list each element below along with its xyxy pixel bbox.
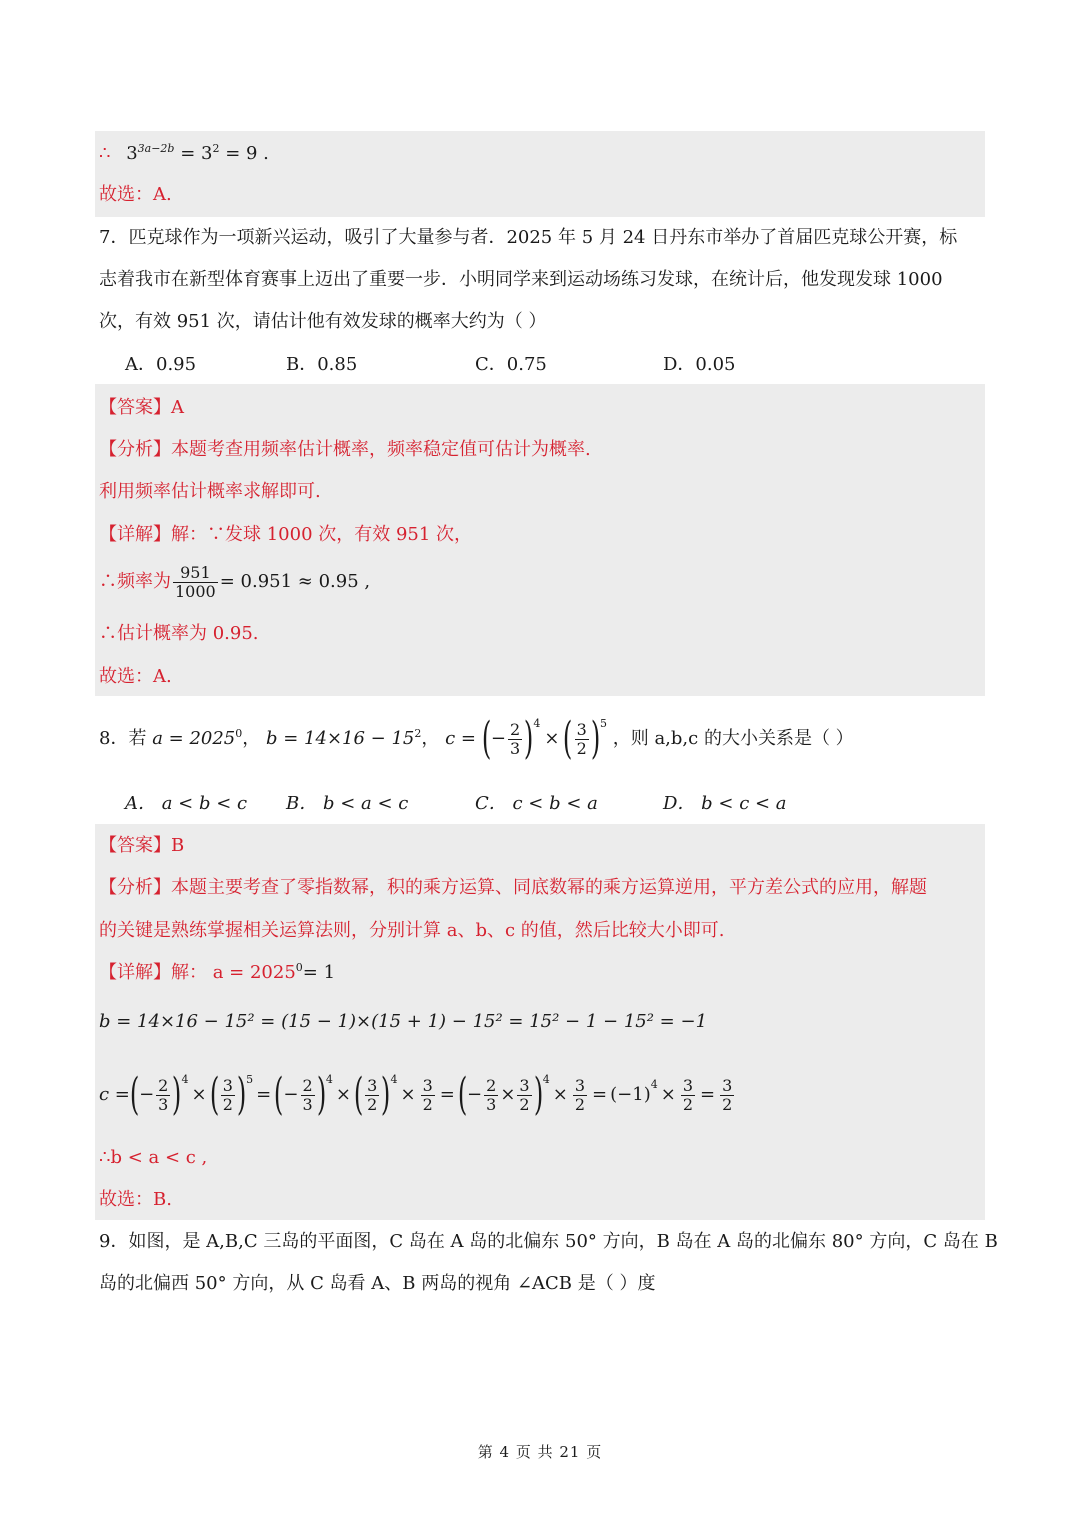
q7-frequency-line xyxy=(99,560,370,604)
q7-option-a: A．0.95 xyxy=(125,354,197,375)
q8-fraction2-denominator: 2 xyxy=(576,738,587,758)
q8-analysis-2: 的关键是熟练掌握相关运算法则，分别计算 a、b、c 的值，然后比较大小即可. xyxy=(99,920,725,941)
fraction-numerator: 951 xyxy=(180,562,211,582)
detail-text: 解： a = 2025 xyxy=(171,962,296,983)
q8-b-definition: b = 14×16 − 15 xyxy=(266,728,415,749)
q8-option-b: B． b < a < c xyxy=(286,793,409,814)
q8-option-d: D． b < c < a xyxy=(663,793,787,814)
answer-tag: 【答案】 xyxy=(99,835,171,856)
frequency-result: = 0.951 ≈ 0.95 , xyxy=(219,571,371,592)
frequency-fraction xyxy=(173,564,218,601)
q7-analysis xyxy=(99,438,591,462)
top-equation-tail: = 9 . xyxy=(225,143,269,164)
detail-tag: 【详解】 xyxy=(99,962,171,983)
q8-fraction1-numerator: 2 xyxy=(510,719,521,739)
detail-exponent: 0 xyxy=(295,961,303,974)
q7-choice: 故选：A. xyxy=(99,666,172,687)
q8-c-prefix: c = xyxy=(445,728,476,749)
q8-suffix: ，则 a,b,c 的大小关系是（ ） xyxy=(612,728,854,749)
q8-option-c: C． c < b < a xyxy=(475,793,598,814)
q8-analysis xyxy=(99,876,927,900)
q8-a-definition: a = 2025 xyxy=(152,728,236,749)
q7-stem-line-3: 次，有效 951 次，请估计他有效发球的概率大约为（ ） xyxy=(99,311,547,332)
q8-answer xyxy=(99,834,184,858)
q8-option-a: A． a < b < c xyxy=(125,793,248,814)
q8-c-expression: ( − $\frac{2}{3}$ ) 4 × ( $\frac{3}{2}$ ) 5 xyxy=(481,713,607,764)
therefore-symbol: ∴ xyxy=(99,143,111,164)
frequency-prefix: ∴频率为 xyxy=(99,571,171,592)
detail-tail: = 1 xyxy=(302,962,336,983)
detail-tag: 【详解】 xyxy=(99,524,171,545)
q7-stem-line-1: 7．匹克球作为一项新兴运动，吸引了大量参与者．2025 年 5 月 24 日丹东市举办了首届匹克球公开赛，标 xyxy=(99,227,958,248)
analysis-tag: 【分析】 xyxy=(99,877,171,898)
top-equation-rest: = 3 xyxy=(180,143,213,164)
top-equation-base: 3 xyxy=(126,143,138,164)
q8-c-computation: c = ( − $\frac{2}{3}$ ) 4 × ( $\frac{3}{2}$ ) 5 = ( − $\frac{2}{3}$ ) 4 × ( $\frac{3}{2}$ ) 4 × $\frac{3}{2}$ = ( − $\frac{2}{3}$ × $\frac{3}{2}$ ) 4 × $\frac{3}{2}$ = (−1) 4 × $\frac{3}{2}$ = $\frac{3}{2}$ xyxy=(99,1069,733,1120)
analysis-text: 本题考查用频率估计概率，频率稳定值可估计为概率. xyxy=(171,439,591,460)
q7-detail xyxy=(99,523,472,547)
answer-value: B xyxy=(171,835,185,856)
q7-option-b: B．0.85 xyxy=(286,354,358,375)
q8-fraction1-denominator: 3 xyxy=(510,738,521,758)
q8-stem: 8．若 $a = 2025^0$， $b = 14\times 16 - 15^2$， c = ( − $\frac{2}{3}$ ) 4 × ( $\frac{3}{2}$ ) 5 ，则 a,b,c 的大小关系是（ ） xyxy=(99,713,854,764)
analysis-text: 本题主要考查了零指数幂，积的乘方运算、同底数幂的乘方运算逆用，平方差公式的应用，解题 xyxy=(171,877,927,898)
q7-estimate: ∴估计概率为 0.95. xyxy=(99,623,259,644)
page-footer: 第 4 页 共 21 页 xyxy=(477,1443,603,1461)
q7-answer xyxy=(99,396,184,420)
q8-detail xyxy=(99,961,335,985)
q8-b-computation: b = 14×16 − 15² = (15 − 1)×(15 + 1) − 15² = 15² − 1 − 15² = −1 xyxy=(99,1011,708,1032)
q7-stem-line-2: 志着我市在新型体育赛事上迈出了重要一步．小明同学来到运动场练习发球，在统计后，他发现发球 1000 xyxy=(99,269,943,290)
top-equation-exponent: 3a−2b xyxy=(137,142,175,155)
q8-a-exponent: 0 xyxy=(235,727,243,740)
q8-fraction2-numerator: 3 xyxy=(576,719,587,739)
minus-one-term: (−1) xyxy=(610,1084,651,1105)
q8-choice: 故选：B. xyxy=(99,1189,172,1210)
top-equation-rest-exponent: 2 xyxy=(212,142,220,155)
q8-conclusion: ∴b < a < c , xyxy=(99,1147,208,1168)
answer-tag: 【答案】 xyxy=(99,397,171,418)
fraction-denominator: 1000 xyxy=(175,581,216,601)
q7-option-c: C．0.75 xyxy=(475,354,547,375)
answer-value: A xyxy=(171,397,184,418)
q9-stem-line-1: 9．如图，是 A,B,C 三岛的平面图，C 岛在 A 岛的北偏东 50° 方向，B 岛在 A 岛的北偏东 80° 方向，C 岛在 B xyxy=(99,1231,998,1252)
q7-analysis-2: 利用频率估计概率求解即可. xyxy=(99,481,321,502)
q8-prefix: 8．若 xyxy=(99,728,147,749)
top-equation-line xyxy=(99,142,269,166)
top-choice: 故选：A. xyxy=(99,184,172,205)
q7-option-d: D．0.05 xyxy=(663,354,736,375)
q8-b-exponent: 2 xyxy=(414,727,422,740)
analysis-tag: 【分析】 xyxy=(99,439,171,460)
q9-stem-line-2: 岛的北偏西 50° 方向，从 C 岛看 A、B 两岛的视角 ∠ACB 是（ ）度 xyxy=(99,1273,656,1294)
detail-text: 解：∵发球 1000 次，有效 951 次， xyxy=(171,524,473,545)
